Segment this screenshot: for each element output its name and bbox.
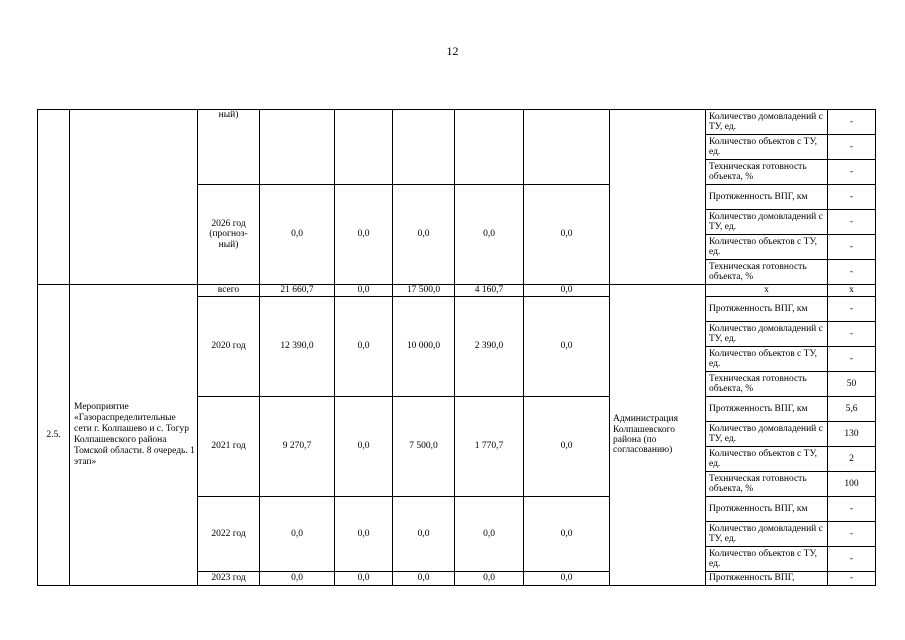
indicator-value: - [828, 522, 876, 547]
value-cell: 0,0 [260, 572, 335, 586]
value-cell: 12 390,0 [260, 297, 335, 397]
indicator-name: Количество объектов с ТУ, ед. [706, 347, 828, 372]
indicator-value: - [828, 322, 876, 347]
value-cell: 0,0 [335, 497, 393, 572]
indicator-value: - [828, 110, 876, 135]
event-cell: Мероприятие «Газораспределительные сети г. Колпашево и с. Тогур Колпашевского района Томской области. 8 очередь. 1 этап» [70, 285, 198, 586]
value-cell: 0,0 [393, 572, 455, 586]
indicator-name: Количество домовладений с ТУ, ед. [706, 210, 828, 235]
indicator-name: Количество домовладений с ТУ, ед. [706, 322, 828, 347]
indicator-name: Протяженность ВПГ, км [706, 397, 828, 422]
value-cell: 17 500,0 [393, 285, 455, 297]
indicator-value: - [828, 497, 876, 522]
value-cell [393, 110, 455, 185]
value-cell: 2 390,0 [455, 297, 524, 397]
indicator-name: Количество объектов с ТУ, ед. [706, 235, 828, 260]
indicator-name: Протяженность ВПГ, [706, 572, 828, 586]
year-cell: ный) [198, 110, 260, 185]
executor-cell: Администрация Колпашевского района (по согласованию) [610, 285, 706, 586]
value-cell: 0,0 [335, 185, 393, 285]
number-cell [38, 110, 70, 285]
indicator-value: 2 [828, 447, 876, 472]
executor-cell [610, 110, 706, 285]
value-cell: 7 500,0 [393, 397, 455, 497]
table-row [38, 285, 876, 297]
indicator-value: - [828, 572, 876, 586]
value-cell: 4 160,7 [455, 285, 524, 297]
indicator-name: Количество объектов с ТУ, ед. [706, 135, 828, 160]
indicator-value: 5,6 [828, 397, 876, 422]
page-number: 12 [446, 44, 459, 58]
indicator-value: - [828, 210, 876, 235]
event-cell [70, 110, 198, 285]
indicator-name: Техническая готовность объекта, % [706, 372, 828, 397]
indicator-name: Протяженность ВПГ, км [706, 497, 828, 522]
year-cell: всего [198, 285, 260, 297]
indicator-value: - [828, 260, 876, 285]
value-cell: 0,0 [335, 285, 393, 297]
indicator-value: 100 [828, 472, 876, 497]
indicator-name: Количество объектов с ТУ, ед. [706, 447, 828, 472]
year-cell: 2026 год (прогноз-ный) [198, 185, 260, 285]
indicator-name: Количество домовладений с ТУ, ед. [706, 522, 828, 547]
indicator-value: - [828, 547, 876, 572]
value-cell: 21 660,7 [260, 285, 335, 297]
value-cell: 0,0 [393, 497, 455, 572]
value-cell: 1 770,7 [455, 397, 524, 497]
value-cell: 0,0 [524, 285, 610, 297]
indicator-name: Техническая готовность объекта, % [706, 472, 828, 497]
indicator-value: - [828, 185, 876, 210]
value-cell: 0,0 [335, 397, 393, 497]
value-cell: 0,0 [260, 497, 335, 572]
indicator-value: - [828, 235, 876, 260]
value-cell: 0,0 [524, 572, 610, 586]
value-cell [455, 110, 524, 185]
year-cell: 2022 год [198, 497, 260, 572]
indicator-value: 130 [828, 422, 876, 447]
indicator-name: Техническая готовность объекта, % [706, 260, 828, 285]
indicator-name: Техническая готовность объекта, % [706, 160, 828, 185]
indicator-name: Количество объектов с ТУ, ед. [706, 547, 828, 572]
number-cell: 2.5. [38, 285, 70, 586]
value-cell: 0,0 [524, 497, 610, 572]
value-cell: 0,0 [455, 185, 524, 285]
indicator-value: - [828, 347, 876, 372]
value-cell: 0,0 [524, 185, 610, 285]
value-cell: 0,0 [524, 297, 610, 397]
indicator-name: Количество домовладений с ТУ, ед. [706, 422, 828, 447]
indicator-value: х [828, 285, 876, 297]
indicator-value: - [828, 297, 876, 322]
program-table [37, 109, 876, 586]
year-cell: 2023 год [198, 572, 260, 586]
value-cell: 0,0 [335, 572, 393, 586]
value-cell: 0,0 [455, 572, 524, 586]
value-cell: 10 000,0 [393, 297, 455, 397]
value-cell: 0,0 [524, 397, 610, 497]
indicator-name: х [706, 285, 828, 297]
indicator-value: - [828, 135, 876, 160]
indicator-name: Протяженность ВПГ, км [706, 297, 828, 322]
value-cell: 0,0 [335, 297, 393, 397]
year-cell: 2020 год [198, 297, 260, 397]
value-cell [524, 110, 610, 185]
table-row [38, 110, 876, 135]
value-cell [260, 110, 335, 185]
indicator-value: - [828, 160, 876, 185]
value-cell: 0,0 [260, 185, 335, 285]
year-cell: 2021 год [198, 397, 260, 497]
indicator-value: 50 [828, 372, 876, 397]
indicator-name: Количество домовладений с ТУ, ед. [706, 110, 828, 135]
indicator-name: Протяженность ВПГ, км [706, 185, 828, 210]
value-cell: 9 270,7 [260, 397, 335, 497]
value-cell: 0,0 [455, 497, 524, 572]
value-cell [335, 110, 393, 185]
value-cell: 0,0 [393, 185, 455, 285]
